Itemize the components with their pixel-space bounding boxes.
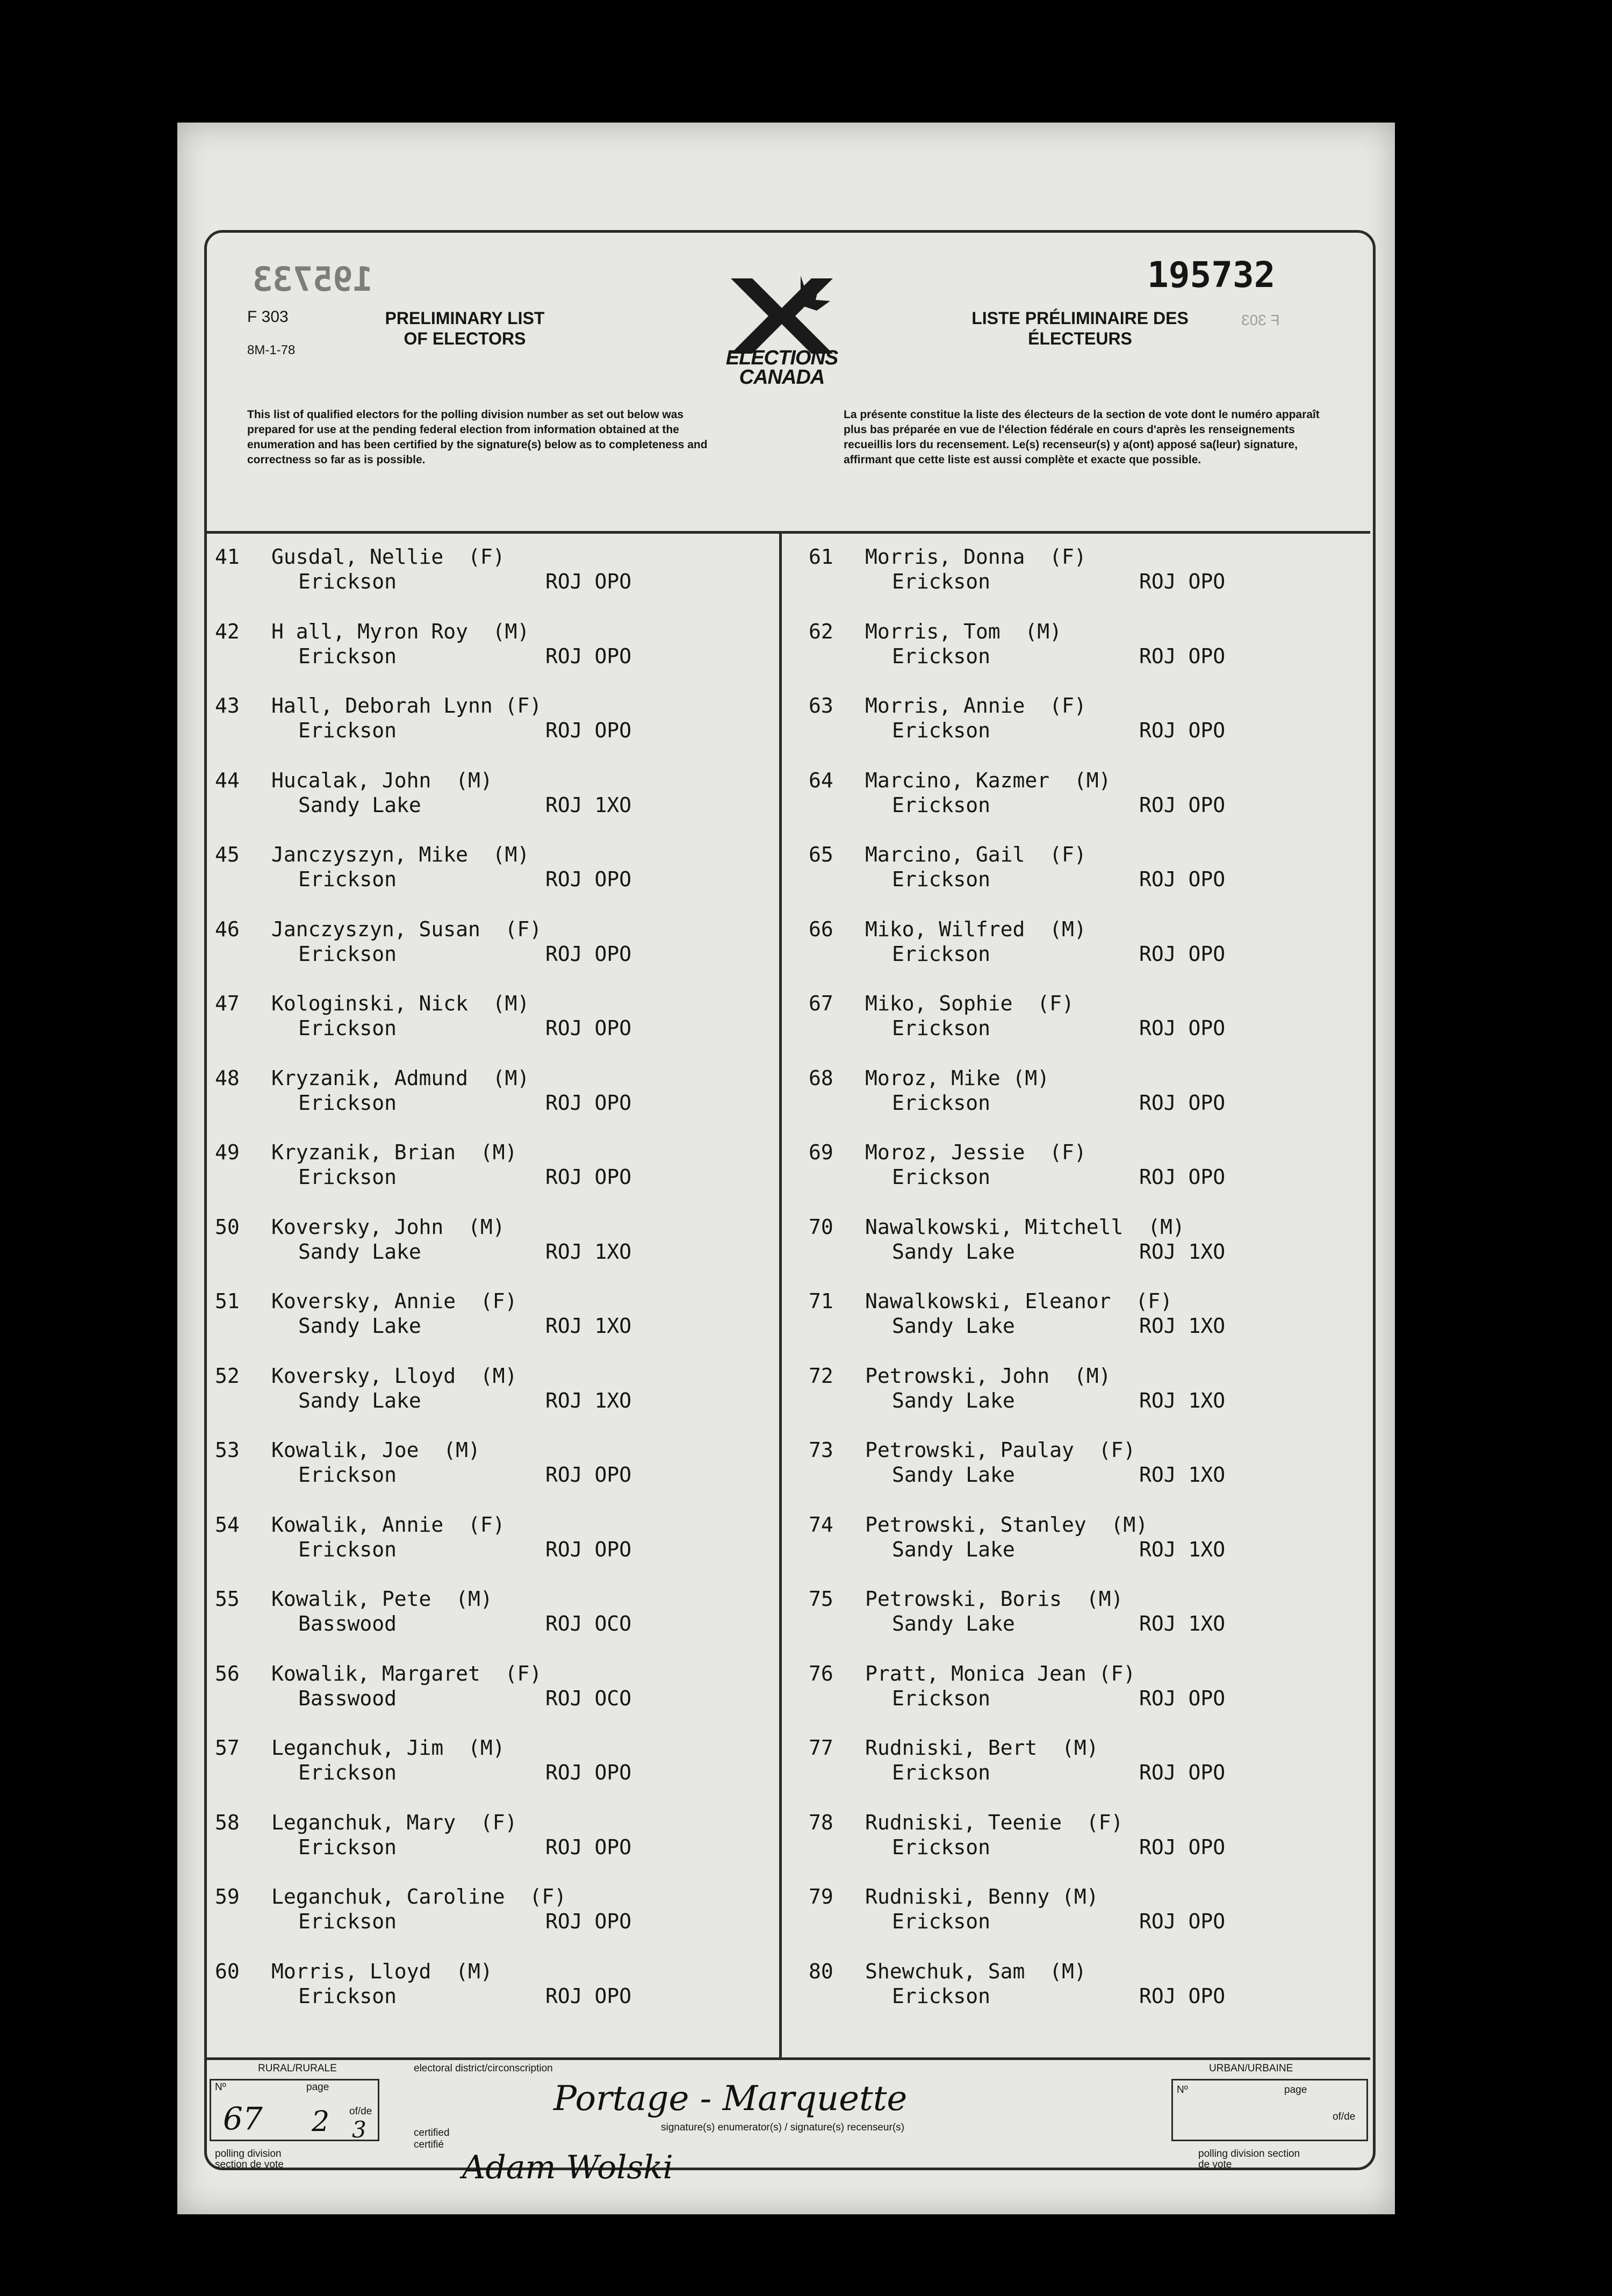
elector-place: Sandy Lake	[892, 1314, 1015, 1338]
elector-postal-code: ROJ 1XO	[545, 1314, 632, 1338]
elector-name: Rudniski, Bert (M)	[865, 1736, 1099, 1760]
elector-postal-code: ROJ OPO	[1139, 1835, 1226, 1859]
elector-place: Sandy Lake	[892, 1537, 1015, 1561]
elector-place: Erickson	[298, 1910, 397, 1933]
elector-number: 51	[215, 1289, 240, 1313]
elector-postal-code: ROJ OPO	[1139, 1016, 1226, 1040]
elector-name: Koversky, John (M)	[271, 1215, 505, 1239]
elector-postal-code: ROJ OPO	[545, 1537, 632, 1561]
form-date: 8M-1-78	[247, 343, 296, 357]
elector-postal-code: ROJ OPO	[1139, 1984, 1226, 2008]
elector-number: 69	[809, 1140, 833, 1164]
elector-place: Erickson	[892, 1686, 991, 1710]
elector-name: Petrowski, Boris (M)	[865, 1587, 1124, 1611]
urban-label: URBAN/URBAINE	[1209, 2063, 1293, 2074]
elector-name: Morris, Lloyd (M)	[271, 1959, 493, 1983]
form-code: F 303	[247, 308, 289, 326]
elector-postal-code: ROJ OPO	[1139, 1910, 1226, 1933]
elector-postal-code: ROJ 1XO	[545, 793, 632, 817]
elector-number: 76	[809, 1661, 833, 1685]
elector-postal-code: ROJ 1XO	[545, 1388, 632, 1412]
elector-place: Erickson	[892, 793, 991, 817]
district-label: electoral district/circonscription	[414, 2063, 553, 2074]
elector-place: Erickson	[298, 1761, 397, 1784]
elector-name: Kowalik, Margaret (F)	[271, 1661, 542, 1685]
elector-place: Erickson	[892, 1090, 991, 1115]
elector-postal-code: ROJ OPO	[545, 1165, 632, 1189]
elector-number: 49	[215, 1140, 240, 1164]
elector-name: Janczyszyn, Mike (M)	[271, 843, 530, 866]
elector-name: Petrowski, John (M)	[865, 1364, 1111, 1388]
elector-name: Hall, Deborah Lynn (F)	[271, 694, 542, 718]
elector-postal-code: ROJ 1XO	[1139, 1388, 1226, 1412]
elector-place: Erickson	[892, 570, 991, 593]
elector-place: Sandy Lake	[298, 1239, 421, 1264]
column-divider	[779, 534, 782, 2060]
elector-number: 72	[809, 1364, 833, 1388]
elector-place: Erickson	[892, 942, 991, 966]
elector-postal-code: ROJ OPO	[1139, 793, 1226, 817]
elector-number: 63	[809, 694, 833, 718]
elector-name: Morris, Annie (F)	[865, 694, 1086, 718]
elector-postal-code: ROJ OPO	[545, 942, 632, 966]
elector-place: Erickson	[298, 644, 397, 668]
elector-number: 56	[215, 1661, 240, 1685]
elector-postal-code: ROJ 1XO	[545, 1239, 632, 1264]
elector-number: 48	[215, 1066, 240, 1090]
elector-name: Gusdal, Nellie (F)	[271, 545, 505, 569]
elector-postal-code: ROJ OPO	[1139, 570, 1226, 593]
elector-number: 55	[215, 1587, 240, 1611]
elector-name: Shewchuk, Sam (M)	[865, 1959, 1086, 1983]
elector-number: 45	[215, 843, 240, 866]
elector-place: Erickson	[298, 1165, 397, 1189]
elector-name: Morris, Tom (M)	[865, 619, 1062, 643]
elector-number: 53	[215, 1438, 240, 1462]
page-number: 2	[312, 2106, 330, 2138]
elector-place: Sandy Lake	[298, 1388, 421, 1412]
elector-number: 80	[809, 1959, 833, 1983]
logo-text: ELECTIONS CANADA	[725, 347, 838, 389]
intro-english: This list of qualified electors for the polling division number as set out below was prepared for use at the pending federal election from information obtained at the enumeration and has been certified by the signature(s) below as to completeness and correctness so far as is possible.	[247, 408, 708, 466]
elector-place: Erickson	[892, 1910, 991, 1933]
elector-name: Leganchuk, Jim (M)	[271, 1736, 505, 1760]
ghost-form-code: F 303	[1241, 312, 1280, 328]
elector-place: Erickson	[298, 1016, 397, 1040]
elector-name: Marcino, Gail (F)	[865, 843, 1086, 866]
intro-french: La présente constitue la liste des électeurs de la section de vote dont le numéro apparaît plus bas préparée en vue de l'élection fédérale en cours d'après les renseignements recueillis lors du recensement. Le(s) recenseur(s) y a(ont) apposé sa(leur) signature, affirmant que cette liste est aussi complète et exacte que possible.	[844, 408, 1320, 466]
elector-name: Koversky, Annie (F)	[271, 1289, 517, 1313]
elector-number: 67	[809, 992, 833, 1015]
elector-name: Kowalik, Pete (M)	[271, 1587, 493, 1611]
elector-number: 74	[809, 1512, 833, 1537]
elector-place: Erickson	[892, 1761, 991, 1784]
elector-place: Basswood	[298, 1612, 397, 1635]
elector-name: Koversky, Lloyd (M)	[271, 1364, 517, 1388]
elector-number: 41	[215, 545, 240, 569]
elector-name: Kowalik, Joe (M)	[271, 1438, 480, 1462]
page-total: 3	[352, 2116, 366, 2143]
elector-number: 47	[215, 992, 240, 1015]
elector-name: H all, Myron Roy (M)	[271, 619, 530, 643]
elector-name: Pratt, Monica Jean (F)	[865, 1661, 1136, 1685]
elector-postal-code: ROJ OPO	[545, 1090, 632, 1115]
elector-name: Janczyszyn, Susan (F)	[271, 917, 542, 941]
elector-postal-code: ROJ OPO	[545, 1984, 632, 2008]
elector-place: Erickson	[298, 942, 397, 966]
district-value: Portage - Marquette	[553, 2079, 908, 2119]
elector-number: 73	[809, 1438, 833, 1462]
elector-postal-code: ROJ OPO	[545, 1910, 632, 1933]
elector-name: Nawalkowski, Mitchell (M)	[865, 1215, 1185, 1239]
elector-number: 71	[809, 1289, 833, 1313]
certified-label: certified certifié	[414, 2127, 450, 2150]
polling-division-label-rural: polling division section de vote	[215, 2148, 284, 2170]
elector-number: 60	[215, 1959, 240, 1983]
serial-number-mirrored: 195733	[253, 260, 373, 299]
elector-name: Petrowski, Paulay (F)	[865, 1438, 1136, 1462]
elector-number: 79	[809, 1885, 833, 1908]
elector-number: 77	[809, 1736, 833, 1760]
elector-postal-code: ROJ OPO	[1139, 644, 1226, 668]
polling-division-label-urban: polling division section de vote	[1198, 2148, 1300, 2170]
elector-place: Erickson	[298, 1090, 397, 1115]
elector-name: Rudniski, Benny (M)	[865, 1885, 1099, 1908]
title-french: LISTE PRÉLIMINAIRE DES ÉLECTEURS	[971, 308, 1189, 348]
elector-postal-code: ROJ 1XO	[1139, 1612, 1226, 1635]
elector-number: 68	[809, 1066, 833, 1090]
elector-name: Leganchuk, Caroline (F)	[271, 1885, 567, 1908]
elector-place: Erickson	[298, 1537, 397, 1561]
elector-postal-code: ROJ OPO	[545, 644, 632, 668]
elector-name: Morris, Donna (F)	[865, 545, 1086, 569]
elector-postal-code: ROJ 1XO	[1139, 1537, 1226, 1561]
elector-place: Sandy Lake	[298, 1314, 421, 1338]
elector-postal-code: ROJ OCO	[545, 1686, 632, 1710]
elector-name: Kowalik, Annie (F)	[271, 1512, 505, 1537]
elector-postal-code: ROJ OPO	[1139, 719, 1226, 742]
elector-number: 70	[809, 1215, 833, 1239]
elector-number: 52	[215, 1364, 240, 1388]
title-english: PRELIMINARY LIST OF ELECTORS	[385, 308, 545, 348]
enumerator-signature: Adam Wolski	[462, 2149, 673, 2186]
elector-number: 78	[809, 1810, 833, 1834]
elector-number: 50	[215, 1215, 240, 1239]
elector-postal-code: ROJ OPO	[545, 1835, 632, 1859]
elector-place: Erickson	[298, 570, 397, 593]
elector-number: 54	[215, 1512, 240, 1537]
elector-postal-code: ROJ 1XO	[1139, 1239, 1226, 1264]
form-frame	[204, 230, 1376, 2170]
elector-name: Moroz, Mike (M)	[865, 1066, 1050, 1090]
header-divider	[204, 531, 1370, 534]
document-page	[177, 123, 1395, 2214]
rural-page-label: page	[306, 2082, 329, 2093]
rural-label: RURAL/RURALE	[258, 2063, 337, 2074]
polling-division-box-urban	[1171, 2079, 1368, 2141]
elector-name: Kryzanik, Admund (M)	[271, 1066, 530, 1090]
elector-number: 65	[809, 843, 833, 866]
elector-postal-code: ROJ OPO	[545, 1761, 632, 1784]
elector-postal-code: ROJ OPO	[1139, 1090, 1226, 1115]
elector-number: 42	[215, 619, 240, 643]
elector-name: Miko, Wilfred (M)	[865, 917, 1086, 941]
elector-number: 62	[809, 619, 833, 643]
elector-place: Sandy Lake	[892, 1388, 1015, 1412]
serial-number: 195732	[1147, 254, 1276, 296]
elector-number: 59	[215, 1885, 240, 1908]
elector-postal-code: ROJ 1XO	[1139, 1463, 1226, 1487]
elector-place: Erickson	[892, 1165, 991, 1189]
elector-name: Kryzanik, Brian (M)	[271, 1140, 517, 1164]
elector-place: Erickson	[892, 1984, 991, 2008]
rural-no-label: Nº	[215, 2082, 226, 2093]
elector-postal-code: ROJ OPO	[545, 719, 632, 742]
elector-place: Erickson	[298, 867, 397, 891]
elector-place: Sandy Lake	[892, 1239, 1015, 1264]
elector-place: Sandy Lake	[892, 1463, 1015, 1487]
elector-number: 46	[215, 917, 240, 941]
elector-name: Kologinski, Nick (M)	[271, 992, 530, 1015]
elector-number: 58	[215, 1810, 240, 1834]
elector-name: Petrowski, Stanley (M)	[865, 1512, 1148, 1537]
urban-of-label: of/de	[1333, 2111, 1356, 2122]
elector-place: Erickson	[892, 644, 991, 668]
elector-name: Moroz, Jessie (F)	[865, 1140, 1086, 1164]
elector-place: Erickson	[892, 719, 991, 742]
elector-place: Erickson	[298, 1835, 397, 1859]
elector-postal-code: ROJ OPO	[1139, 1761, 1226, 1784]
elector-postal-code: ROJ OPO	[1139, 1686, 1226, 1710]
elector-postal-code: ROJ OPO	[1139, 1165, 1226, 1189]
elector-postal-code: ROJ OPO	[545, 1463, 632, 1487]
elector-number: 75	[809, 1587, 833, 1611]
elector-place: Erickson	[298, 1984, 397, 2008]
elector-postal-code: ROJ OPO	[545, 1016, 632, 1040]
elector-place: Erickson	[298, 1463, 397, 1487]
elector-postal-code: ROJ OPO	[1139, 942, 1226, 966]
urban-page-label: page	[1284, 2084, 1307, 2096]
elector-postal-code: ROJ 1XO	[1139, 1314, 1226, 1338]
elector-name: Hucalak, John (M)	[271, 768, 493, 792]
elector-number: 57	[215, 1736, 240, 1760]
elector-place: Basswood	[298, 1686, 397, 1710]
elector-name: Leganchuk, Mary (F)	[271, 1810, 517, 1834]
elector-place: Erickson	[892, 1016, 991, 1040]
elector-place: Erickson	[298, 719, 397, 742]
elector-postal-code: ROJ OPO	[545, 570, 632, 593]
signature-label: signature(s) enumerator(s) / signature(s) recenseur(s)	[661, 2122, 904, 2133]
footer-divider	[204, 2057, 1370, 2060]
elector-number: 43	[215, 694, 240, 718]
elector-postal-code: ROJ OCO	[545, 1612, 632, 1635]
elector-place: Erickson	[892, 867, 991, 891]
elector-name: Rudniski, Teenie (F)	[865, 1810, 1124, 1834]
elector-name: Miko, Sophie (F)	[865, 992, 1074, 1015]
polling-division-number: 67	[223, 2100, 263, 2137]
elector-place: Sandy Lake	[298, 793, 421, 817]
elector-place: Erickson	[892, 1835, 991, 1859]
elector-postal-code: ROJ OPO	[1139, 867, 1226, 891]
rural-of-label: of/de	[349, 2106, 372, 2117]
urban-no-label: Nº	[1177, 2084, 1188, 2096]
elector-name: Nawalkowski, Eleanor (F)	[865, 1289, 1172, 1313]
elector-name: Marcino, Kazmer (M)	[865, 768, 1111, 792]
elector-number: 61	[809, 545, 833, 569]
elector-postal-code: ROJ OPO	[545, 867, 632, 891]
elector-number: 44	[215, 768, 240, 792]
elector-number: 66	[809, 917, 833, 941]
elector-number: 64	[809, 768, 833, 792]
elector-place: Sandy Lake	[892, 1612, 1015, 1635]
